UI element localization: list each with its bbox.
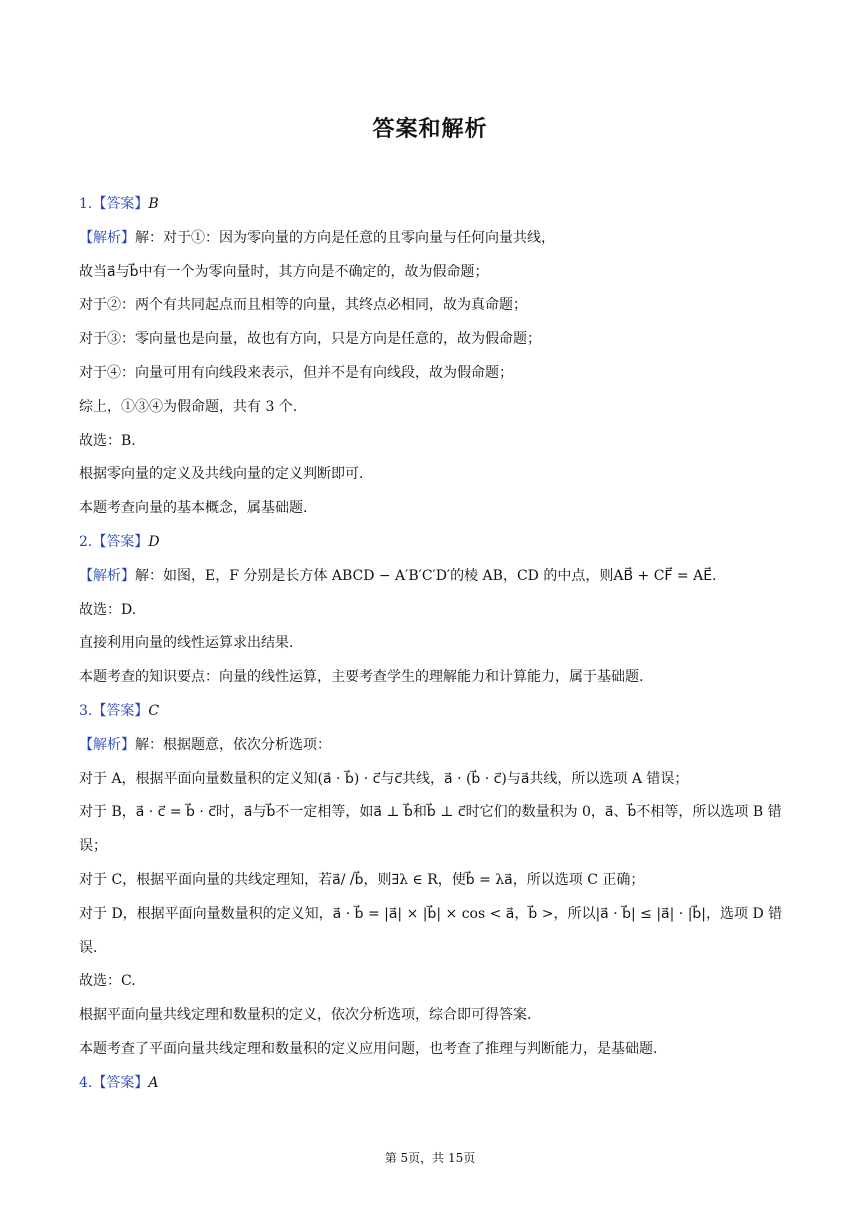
q1-text-9: 本题考查向量的基本概念，属基础题.: [79, 500, 308, 517]
q2-answer-line: [79, 526, 784, 560]
q1-analysis-line-1: [79, 222, 784, 256]
q3-analysis-tag: 【解析】: [79, 736, 135, 753]
q1-text-1: 解：对于①：因为零向量的方向是任意的且零向量与任何向量共线，: [135, 229, 555, 246]
q1-answer-head: 1.【答案】: [79, 196, 149, 212]
q4-answer-head: 4.【答案】: [79, 1074, 149, 1091]
q3-text-1: 解：根据题意，依次分析选项：: [135, 736, 331, 753]
q1-text-8: 根据零向量的定义及共线向量的定义判断即可.: [79, 466, 364, 483]
q3-answer-head: 3.【答案】: [79, 702, 149, 719]
q3-text-2: 对于 A，根据平面向量数量积的定义知(a⃗ · b⃗) · c⃗与c⃗共线，a⃗ · (b⃗ · c⃗)与a⃗共线，所以选项 A 错误；: [79, 770, 689, 787]
q1-text-2: 故当a⃗与b⃗中有一个为零向量时，其方向是不确定的，故为假命题；: [79, 263, 489, 280]
q4-answer-value: A: [148, 1074, 159, 1091]
q3-text-5: 对于 D，根据平面向量数量积的定义知，a⃗ · b⃗ = |a⃗| × |b⃗| × cos < a⃗，b⃗ >，所以|a⃗ · b⃗| ≤ |a⃗| · |b⃗|，选项 D 错误.: [79, 905, 783, 956]
q2-answer-value: D: [148, 533, 160, 550]
q1-text-6: 综上，①③④为假命题，共有 3 个.: [79, 398, 298, 415]
q1-text-3: 对于②：两个有共同起点而且相等的向量，其终点必相同，故为真命题；: [79, 297, 527, 314]
q2-analysis-tag: 【解析】: [79, 567, 135, 584]
q2-answer-head: 2.【答案】: [79, 533, 149, 550]
q2-analysis-line-1: [79, 560, 784, 594]
q2-text-4: 本题考查的知识要点：向量的线性运算，主要考查学生的理解能力和计算能力，属于基础题.: [79, 669, 644, 686]
q4-answer-line: [79, 1067, 784, 1101]
q1-text-4: 对于③：零向量也是向量，故也有方向，只是方向是任意的，故为假命题；: [79, 331, 541, 348]
answer-content: [79, 188, 784, 1101]
q1-analysis-tag: 【解析】: [79, 229, 135, 246]
q1-text-5: 对于④：向量可用有向线段来表示，但并不是有向线段，故为假命题；: [79, 364, 513, 381]
q3-text-6: 故选：C.: [79, 973, 136, 990]
page-title: 答案和解析: [372, 117, 488, 142]
q3-answer-line: [79, 695, 784, 729]
q3-text-4: 对于 C，根据平面向量的共线定理知，若a⃗/ /b⃗，则∃λ ∈ R，使b⃗ = λa⃗，所以选项 C 正确；: [79, 871, 645, 888]
q3-text-3: 对于 B，a⃗ · c⃗ = b⃗ · c⃗时，a⃗与b⃗不一定相等，如a⃗ ⊥ b⃗和b⃗ ⊥ c⃗时它们的数量积为 0，a⃗、b⃗不相等，所以选项 B 错误；: [79, 804, 782, 855]
q2-text-2: 故选：D.: [79, 601, 137, 618]
q1-answer-line: [79, 188, 784, 222]
q3-analysis-line-1: [79, 729, 784, 763]
q2-text-1: 解：如图，E，F 分别是长方体 ABCD − A′B′C′D′的棱 AB，CD 的中点，则AB⃗ + CF⃗ = AE⃗.: [135, 567, 717, 584]
q1-text-7: 故选：B.: [79, 432, 136, 449]
q3-text-7: 根据平面向量共线定理和数量积的定义，依次分析选项，综合即可得答案.: [79, 1007, 532, 1024]
q3-answer-value: C: [148, 702, 160, 719]
page-footer: 第 5页，共 15页: [384, 1151, 476, 1165]
q1-answer-value: B: [148, 196, 159, 212]
q3-text-8: 本题考查了平面向量共线定理和数量积的定义应用问题，也考查了推理与判断能力，是基础题.: [79, 1040, 658, 1057]
q2-text-3: 直接利用向量的线性运算求出结果.: [79, 635, 294, 652]
